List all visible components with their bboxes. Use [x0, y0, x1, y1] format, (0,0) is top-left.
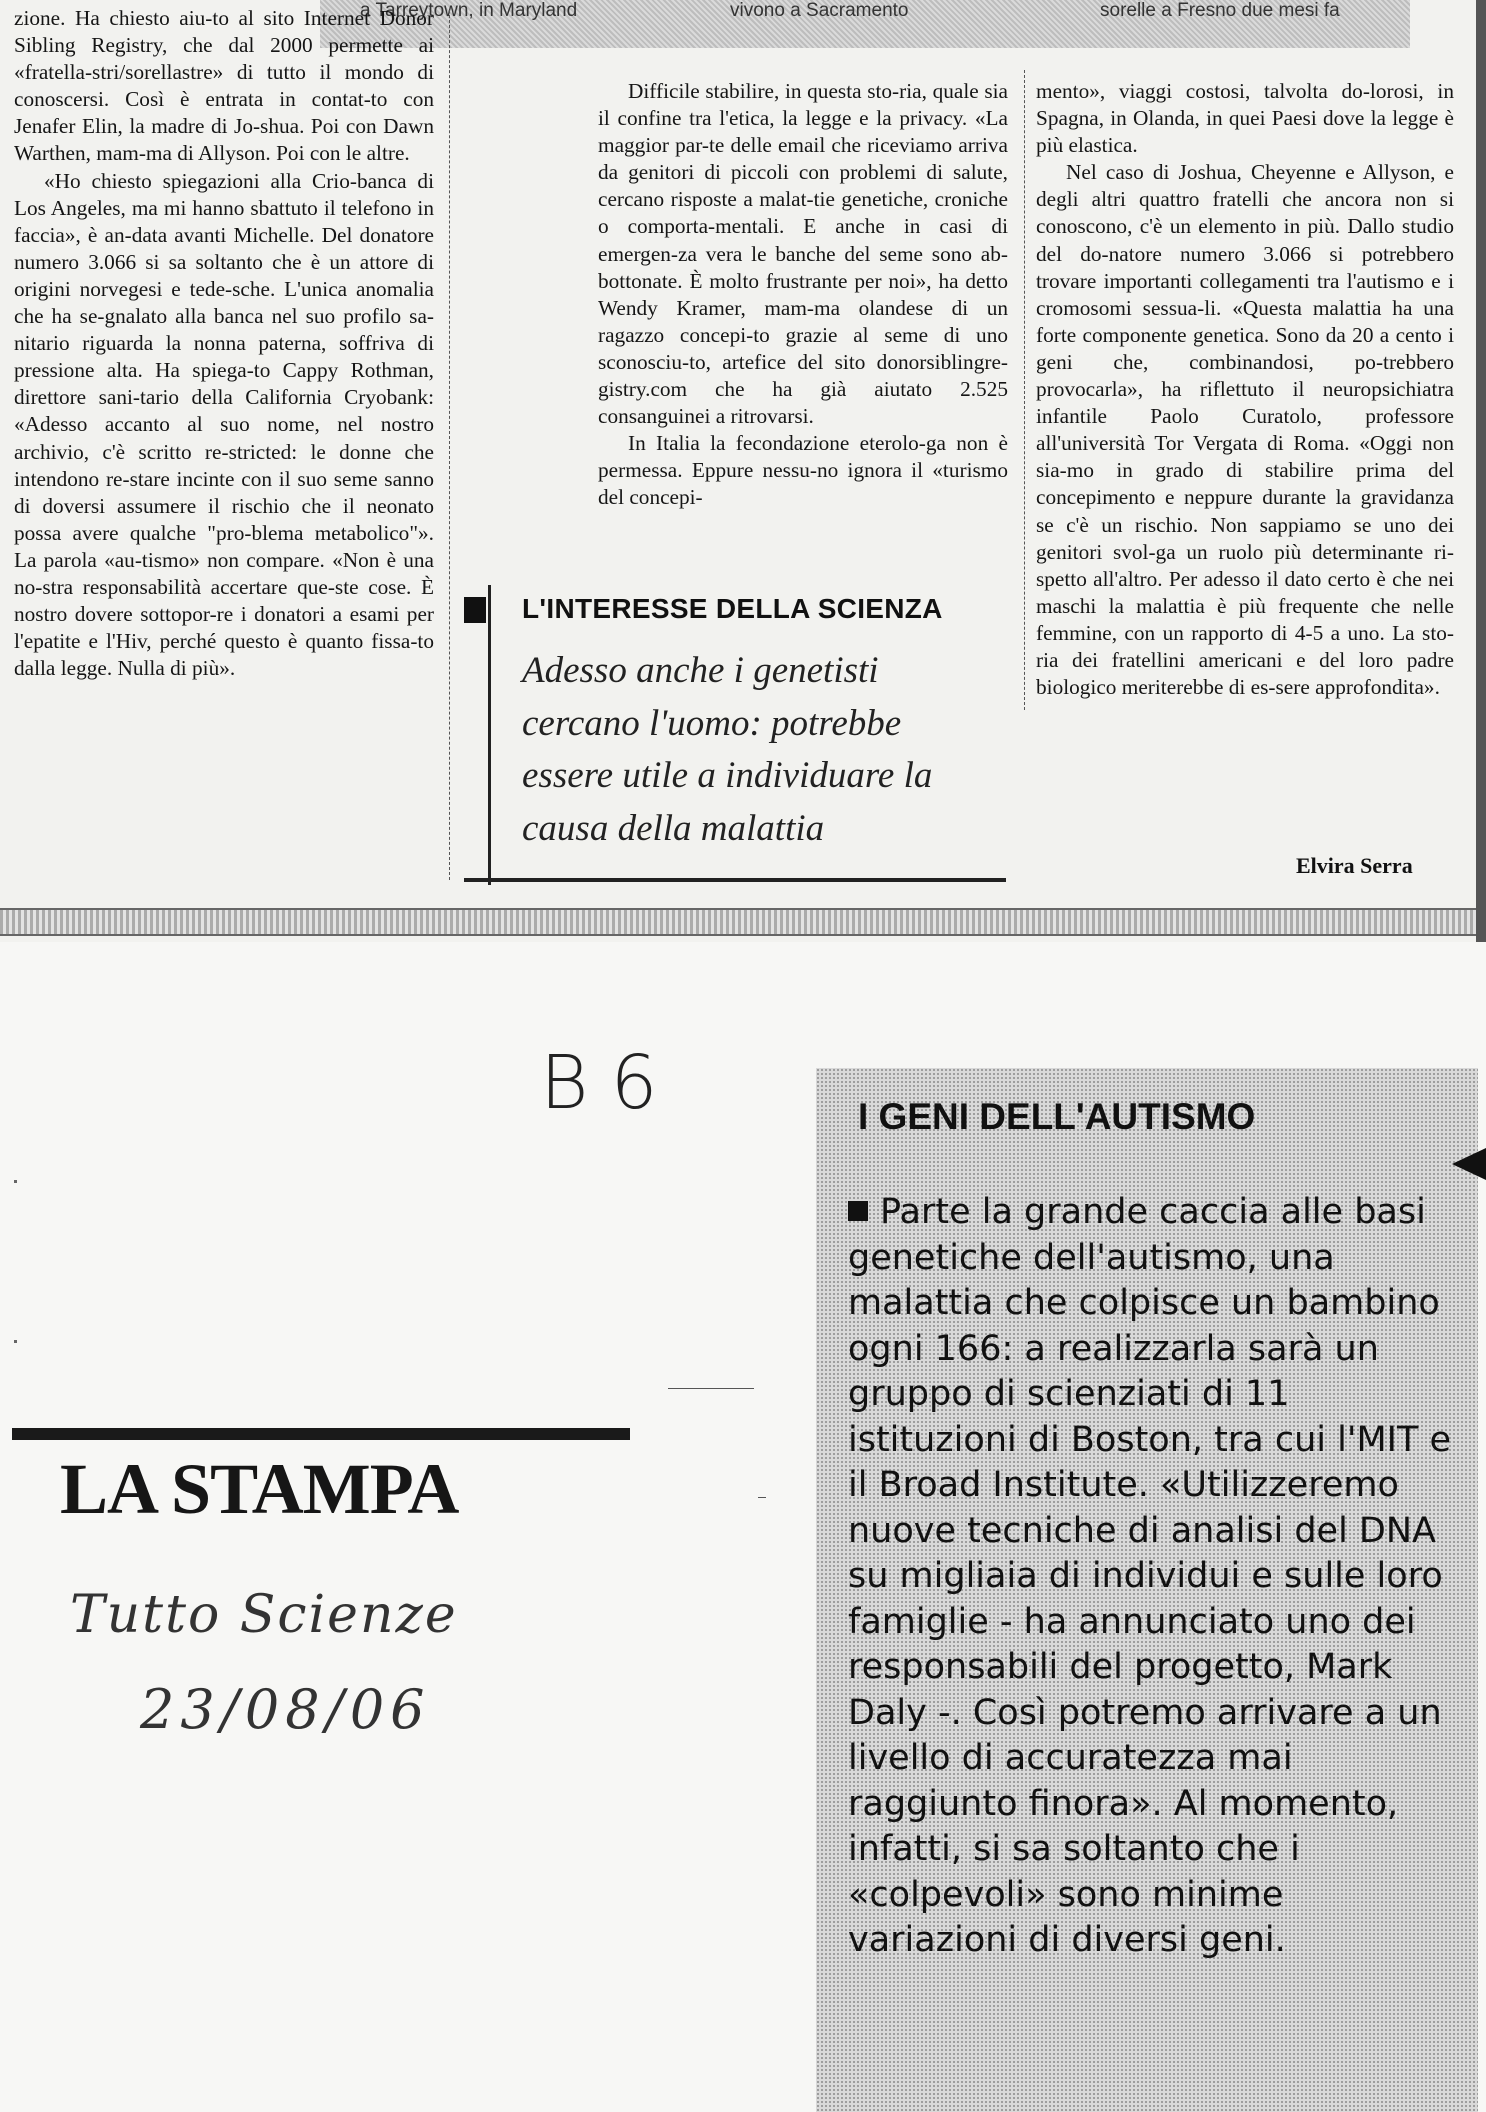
col1-paragraph: «Ho chiesto spiegazioni alla Crio-banca di Los Angeles, ma mi hanno sbattuto il telefono in faccia», è an-data avanti Michelle. Del donatore numero 3.066 si sa soltanto che è un attore di origini norvegesi e tede-sche. L'unica anomalia che ha se-gnalato alla banca nel suo profilo sa-nitario riguarda la nonna paterna, soffriva di pressione alta. Ha spiega-to Cappy Rothman, direttore sani-tario della California Cryobank: «Adesso accanto al suo nome, nel nostro archivio, c'è scritto re-stricted: le donne che intendono re-stare incinte con il suo seme sanno di doversi assumere il rischio che il neonato possa avere qualche "pro-blema metabolico"». La parola «au-tismo» non compare. «Non è una no-stra responsabilità accertare que-ste cose. È nostro dovere sottopor-re i donatori a esami per l'epatite e l'Hiv, perché questo è quanto fissa-to dalla legge. Nulla di più». — [14, 168, 434, 681]
stray-mark — [14, 1180, 17, 1183]
handwritten-date: 23/08/06 — [140, 1678, 431, 1741]
article-column-3 — [1036, 78, 1454, 701]
stray-mark — [758, 1497, 766, 1498]
clipping-right-edge — [1476, 0, 1486, 942]
newspaper-clipping-top — [0, 0, 1486, 942]
strip-caption-2: vivono a Sacramento — [730, 0, 909, 21]
bullet-square-icon — [848, 1201, 868, 1221]
kicker-square-icon — [464, 597, 486, 623]
sidebar-title: I GENI DELL'AUTISMO — [858, 1096, 1256, 1137]
strip-caption-3: sorelle a Fresno due mesi fa — [1100, 0, 1340, 21]
col2-paragraph: In Italia la fecondazione eterolo-ga non è permessa. Eppure nessu-no ignora il «turismo del concepi- — [598, 431, 1008, 510]
pull-quote-text: Adesso anche i genetisti cercano l'uomo: potrebbe essere utile a individuare la causa della malattia — [522, 650, 933, 849]
column-divider — [449, 10, 450, 880]
pull-quote — [464, 585, 1006, 885]
pull-quote-kicker: L'INTERESSE DELLA SCIENZA — [522, 593, 943, 624]
newspaper-masthead: LA STAMPA — [60, 1449, 459, 1529]
col3-paragraph: mento», viaggi costosi, talvolta do-lorosi, in Spagna, in Olanda, in quei Paesi dove la legge è più elastica. — [1036, 79, 1454, 158]
handwritten-section: Tutto Scienze — [70, 1585, 458, 1645]
handwritten-code: B6 — [540, 1040, 680, 1126]
masthead-rule — [12, 1428, 630, 1440]
sidebar-text: Parte la grande caccia alle basi genetiche dell'autismo, una malattia che colpisce un bambino ogni 166: a realizzarla sarà un gruppo di scienziati di 11 istituzioni di Boston, tra cui l'MIT e il Broad Institute. «Utilizzeremo nuove tecniche di analisi del DNA su migliaia di individui e sulle loro famiglie - ha annunciato uno dei responsabili del progetto, Mark Daly -. Così potremo arrivare a un livello di accuratezza mai raggiunto finora». Al momento, infatti, si sa soltanto che i «colpevoli» sono minime variazioni di diversi geni. — [848, 1192, 1452, 1960]
stray-mark — [14, 1340, 17, 1343]
stray-mark — [668, 1388, 754, 1389]
col1-paragraph: zione. Ha chiesto aiu-to al sito Internet Donor Sibling Registry, che dal 2000 permette ai «fratella-stri/sorellastre» di tutto il mondo di conoscersi. Così è entrata in contat-to con Jenafer Elin, la madre di Jo-shua. Poi con Dawn Warthen, mam-ma di Allyson. Poi con le altre. — [14, 6, 434, 166]
top-caption-strip — [320, 0, 1410, 48]
article-column-1 — [14, 5, 434, 682]
article-column-2 — [598, 78, 1008, 512]
quote-vertical-rule — [488, 585, 491, 885]
article-byline: Elvira Serra — [1296, 853, 1413, 878]
quote-bottom-rule — [464, 878, 1006, 882]
strip-caption-1: a Tarreytown, in Maryland — [360, 0, 578, 21]
col2-paragraph: Difficile stabilire, in questa sto-ria, quale sia il confine tra l'etica, la legge e la privacy. «La maggior par-te delle email che riceviamo arriva da genitori di piccoli con problemi di salute, cercano risposte a malat-tie genetiche, croniche o comporta-mentali. E anche in casi di emergen-za vera le banche del seme sono ab-bottonate. È molto frustrante per noi», ha detto Wendy Kramer, mam-ma olandese di un ragazzo concepi-to grazie al seme di uno sconosciu-to, artefice del sito donorsiblingre-gistry.com che ha già aiutato 2.525 consanguinei a ritrovarsi. — [598, 79, 1008, 429]
column-divider — [1024, 70, 1025, 710]
sidebar-box — [816, 1068, 1478, 2112]
clipping-bottom-rule — [0, 908, 1486, 936]
col3-paragraph: Nel caso di Joshua, Cheyenne e Allyson, e degli altri quattro fratelli che ancora non si conoscono, c'è un elemento in più. Dallo studio del do-natore numero 3.066 si potrebbero trovare importanti collegamenti tra l'autismo e i cromosomi sessua-li. «Questa malattia ha una forte componente genetica. Sono da 20 a cento i geni che, combinandosi, po-trebbero provocarla», ha riflettuto il neuropsichiatra infantile Paolo Curatolo, professore all'università Tor Vergata di Roma. «Oggi non sia-mo in grado di stabilire prima del concepimento e neppure durante la gravidanza se c'è un rischio. Non sappiamo se uno dei genitori svol-ga un ruolo più determinante ri-spetto all'altro. Per adesso il dato certo è che nei maschi la malattia è più frequente che nelle femmine, con un rapporto di 4-5 a uno. La sto-ria dei fratellini americani e del loro padre biologico meriterebbe di es-sere approfondita». — [1036, 160, 1454, 700]
sidebar-text-block — [848, 1190, 1460, 1964]
arrow-left-icon — [1452, 1148, 1486, 1180]
